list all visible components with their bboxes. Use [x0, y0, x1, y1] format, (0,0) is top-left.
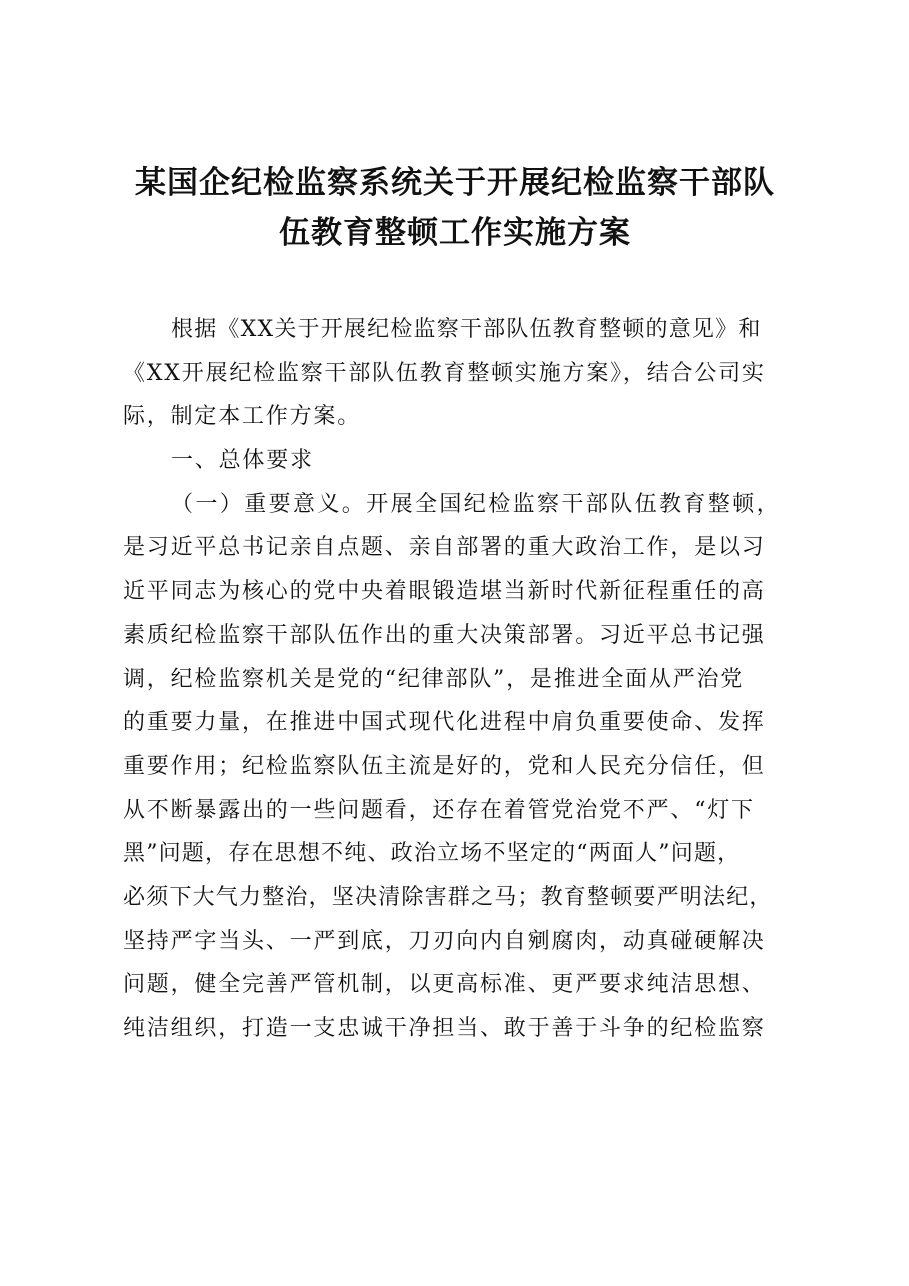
paragraph-line: 的重要力量，在推进中国式现代化进程中肩负重要使命、发挥: [123, 710, 766, 736]
paragraph-line: 近平同志为核心的党中央着眼锻造堪当新时代新征程重任的高: [123, 579, 766, 605]
document-title: [110, 158, 800, 258]
paragraph-line: 问题，健全完善严管机制，以更高标准、更严要求纯洁思想、: [123, 972, 766, 998]
paragraph-line: 素质纪检监察干部队伍作出的重大决策部署。习近平总书记强: [123, 622, 766, 648]
paragraph-line: 是习近平总书记亲自点题、亲自部署的重大政治工作，是以习: [123, 535, 766, 561]
section-heading: 一、总体要求: [171, 448, 314, 474]
paragraph-line: 际，制定本工作方案。: [123, 404, 362, 430]
paragraph-line: 黑”问题，存在思想不纯、政治立场不坚定的“两面人”问题，: [123, 841, 741, 867]
paragraph-line: 从不断暴露出的一些问题看，还存在着管党治党不严、“灯下: [123, 797, 755, 823]
document-body: [123, 308, 793, 1051]
paragraph-line: 必须下大气力整治，坚决清除害群之马；教育整顿要严明法纪，: [123, 884, 773, 910]
paragraph-line: 重要作用；纪检监察队伍主流是好的，党和人民充分信任，但: [123, 753, 766, 779]
paragraph-line: 坚持严字当头、一严到底，刀刃向内自剜腐肉，动真碰硬解决: [123, 928, 766, 954]
paragraph-line: 根据《XX关于开展纪检监察干部队伍教育整顿的意见》和: [171, 317, 762, 342]
paragraph-line: 《XX开展纪检监察干部队伍教育整顿实施方案》，结合公司实: [123, 360, 766, 386]
title-line-1: 某国企纪检监察系统关于开展纪检监察干部队: [135, 165, 775, 201]
paragraph-line: 纯洁组织，打造一支忠诚干净担当、敢于善于斗争的纪检监察: [123, 1016, 766, 1041]
title-line-2: 伍教育整顿工作实施方案: [279, 215, 631, 251]
paragraph-line: （一）重要意义。开展全国纪检监察干部队伍教育整顿，: [171, 491, 782, 517]
paragraph-line: 调，纪检监察机关是党的“纪律部队”，是推进全面从严治党: [123, 666, 745, 692]
